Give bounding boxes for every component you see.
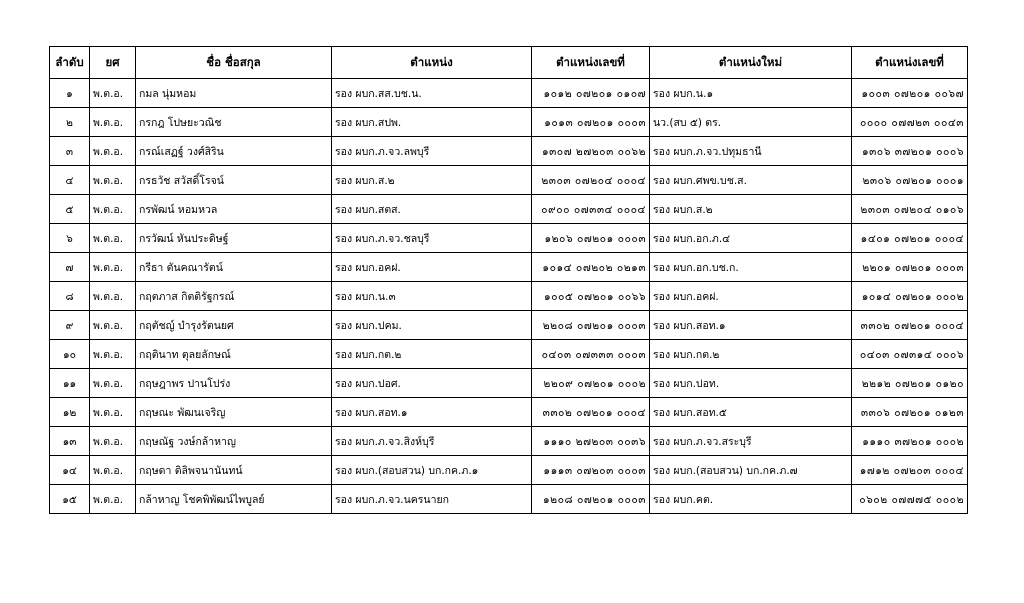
position-cell: รอง ผบก.สตส. bbox=[332, 195, 532, 224]
rank-cell: พ.ต.อ. bbox=[90, 224, 136, 253]
position-cell: รอง ผบก.สอท.๑ bbox=[332, 398, 532, 427]
new-position-cell: รอง ผบก.สอท.๑ bbox=[650, 311, 852, 340]
order-cell: ๑๑ bbox=[50, 369, 90, 398]
table-header-row bbox=[50, 47, 968, 79]
position-number-cell: ๑๓๐๗ ๒๗๒๐๓ ๐๐๖๒ bbox=[532, 137, 650, 166]
new-position-number-cell: ๓๓๐๒ ๐๗๒๐๑ ๐๐๐๔ bbox=[852, 311, 968, 340]
position-number-cell: ๑๐๑๓ ๐๗๒๐๑ ๐๐๐๓ bbox=[532, 108, 650, 137]
rank-cell: พ.ต.อ. bbox=[90, 79, 136, 108]
new-position-number-cell: ๓๓๐๖ ๐๗๒๐๑ ๐๑๒๓ bbox=[852, 398, 968, 427]
name-cell: กรณ์เสฏฐ์ วงศ์สิริน bbox=[136, 137, 332, 166]
new-position-cell: รอง ผบก.(สอบสวน) บก.กค.ภ.๗ bbox=[650, 456, 852, 485]
name-cell: กมล นุ่มหอม bbox=[136, 79, 332, 108]
new-position-number-cell: ๑๐๑๔ ๐๗๒๐๑ ๐๐๐๒ bbox=[852, 282, 968, 311]
name-cell: กรกฎ โปษยะวณิช bbox=[136, 108, 332, 137]
table-row bbox=[50, 166, 968, 195]
new-position-cell: รอง ผบก.สอท.๕ bbox=[650, 398, 852, 427]
order-cell: ๕ bbox=[50, 195, 90, 224]
position-cell: รอง ผบก.กต.๒ bbox=[332, 340, 532, 369]
new-position-number-cell: ๒๓๐๖ ๐๗๒๐๑ ๐๐๐๑ bbox=[852, 166, 968, 195]
position-cell: รอง ผบก.ภ.จว.ชลบุรี bbox=[332, 224, 532, 253]
table-row bbox=[50, 195, 968, 224]
new-position-number-cell: ๑๑๑๐ ๓๗๒๐๑ ๐๐๐๒ bbox=[852, 427, 968, 456]
new-position-cell: รอง ผบก.อก.ภ.๔ bbox=[650, 224, 852, 253]
new-position-cell: รอง ผบก.ภ.จว.สระบุรี bbox=[650, 427, 852, 456]
name-cell: กรธวัช สวัสดิ์โรจน์ bbox=[136, 166, 332, 195]
new-position-cell: รอง ผบก.ปอท. bbox=[650, 369, 852, 398]
table-row bbox=[50, 398, 968, 427]
new-position-number-cell: ๒๒๐๑ ๐๗๒๐๑ ๐๐๐๓ bbox=[852, 253, 968, 282]
name-cell: กฤษณะ พัฒนเจริญ bbox=[136, 398, 332, 427]
rank-cell: พ.ต.อ. bbox=[90, 485, 136, 514]
position-number-cell: ๒๒๐๘ ๐๗๒๐๑ ๐๐๐๓ bbox=[532, 311, 650, 340]
position-number-cell: ๓๓๐๒ ๐๗๒๐๑ ๐๐๐๔ bbox=[532, 398, 650, 427]
table-row bbox=[50, 253, 968, 282]
new-position-number-cell: ๐๐๐๐ ๐๗๗๒๓ ๐๐๔๓ bbox=[852, 108, 968, 137]
order-cell: ๔ bbox=[50, 166, 90, 195]
new-position-number-cell: ๐๖๐๒ ๐๗๗๗๕ ๐๐๐๒ bbox=[852, 485, 968, 514]
rank-cell: พ.ต.อ. bbox=[90, 108, 136, 137]
rank-cell: พ.ต.อ. bbox=[90, 369, 136, 398]
position-number-cell: ๑๐๑๒ ๐๗๒๐๑ ๐๑๐๗ bbox=[532, 79, 650, 108]
position-number-cell: ๑๒๐๖ ๐๗๒๐๑ ๐๐๐๓ bbox=[532, 224, 650, 253]
order-cell: ๑๓ bbox=[50, 427, 90, 456]
rank-cell: พ.ต.อ. bbox=[90, 311, 136, 340]
header-position: ตำแหน่ง bbox=[332, 47, 532, 79]
name-cell: กฤตภาส กิตติรัฐกรณ์ bbox=[136, 282, 332, 311]
name-cell: กฤตินาท ตุลยลักษณ์ bbox=[136, 340, 332, 369]
new-position-cell: นว.(สบ ๕) ตร. bbox=[650, 108, 852, 137]
new-position-cell: รอง ผบก.กต.๒ bbox=[650, 340, 852, 369]
rank-cell: พ.ต.อ. bbox=[90, 456, 136, 485]
table-row bbox=[50, 79, 968, 108]
position-cell: รอง ผบก.สปพ. bbox=[332, 108, 532, 137]
order-cell: ๑๔ bbox=[50, 456, 90, 485]
order-cell: ๑๐ bbox=[50, 340, 90, 369]
table-row bbox=[50, 137, 968, 166]
position-cell: รอง ผบก.ปคม. bbox=[332, 311, 532, 340]
rank-cell: พ.ต.อ. bbox=[90, 195, 136, 224]
position-number-cell: ๑๑๑๓ ๐๗๒๐๓ ๐๐๐๓ bbox=[532, 456, 650, 485]
name-cell: กรีธา ตันคณารัตน์ bbox=[136, 253, 332, 282]
position-cell: รอง ผบก.(สอบสวน) บก.กค.ภ.๑ bbox=[332, 456, 532, 485]
table-row bbox=[50, 108, 968, 137]
header-order: ลำดับ bbox=[50, 47, 90, 79]
position-cell: รอง ผบก.สส.บช.น. bbox=[332, 79, 532, 108]
new-position-cell: รอง ผบก.ศพข.บช.ส. bbox=[650, 166, 852, 195]
new-position-cell: รอง ผบก.อก.บช.ก. bbox=[650, 253, 852, 282]
name-cell: กรพัฒน์ หอมหวล bbox=[136, 195, 332, 224]
new-position-number-cell: ๑๗๑๒ ๐๗๒๐๓ ๐๐๐๔ bbox=[852, 456, 968, 485]
table-row bbox=[50, 485, 968, 514]
rank-cell: พ.ต.อ. bbox=[90, 137, 136, 166]
table-row bbox=[50, 224, 968, 253]
personnel-table bbox=[49, 46, 968, 514]
rank-cell: พ.ต.อ. bbox=[90, 398, 136, 427]
position-cell: รอง ผบก.ภ.จว.ลพบุรี bbox=[332, 137, 532, 166]
new-position-number-cell: ๑๔๐๑ ๐๗๒๐๑ ๐๐๐๔ bbox=[852, 224, 968, 253]
rank-cell: พ.ต.อ. bbox=[90, 340, 136, 369]
new-position-cell: รอง ผบก.อคฝ. bbox=[650, 282, 852, 311]
name-cell: กฤษณัฐ วงษ์กล้าหาญ bbox=[136, 427, 332, 456]
rank-cell: พ.ต.อ. bbox=[90, 282, 136, 311]
rank-cell: พ.ต.อ. bbox=[90, 427, 136, 456]
name-cell: กฤตัชญ์ บำรุงรัตนยศ bbox=[136, 311, 332, 340]
position-cell: รอง ผบก.อคฝ. bbox=[332, 253, 532, 282]
new-position-cell: รอง ผบก.ส.๒ bbox=[650, 195, 852, 224]
table-row bbox=[50, 456, 968, 485]
new-position-number-cell: ๑๐๐๓ ๐๗๒๐๑ ๐๐๖๗ bbox=[852, 79, 968, 108]
position-number-cell: ๑๒๐๘ ๐๗๒๐๑ ๐๐๐๓ bbox=[532, 485, 650, 514]
position-number-cell: ๑๐๐๕ ๐๗๒๐๑ ๐๐๖๖ bbox=[532, 282, 650, 311]
position-number-cell: ๐๔๐๓ ๐๗๓๓๓ ๐๐๐๓ bbox=[532, 340, 650, 369]
position-number-cell: ๑๐๑๔ ๐๗๒๐๒ ๐๒๑๓ bbox=[532, 253, 650, 282]
order-cell: ๓ bbox=[50, 137, 90, 166]
order-cell: ๗ bbox=[50, 253, 90, 282]
table-row bbox=[50, 427, 968, 456]
position-cell: รอง ผบก.ภ.จว.สิงห์บุรี bbox=[332, 427, 532, 456]
position-number-cell: ๒๓๐๓ ๐๗๒๐๔ ๐๐๐๔ bbox=[532, 166, 650, 195]
header-position-number: ตำแหน่งเลขที่ bbox=[532, 47, 650, 79]
order-cell: ๘ bbox=[50, 282, 90, 311]
position-number-cell: ๑๑๑๐ ๒๗๒๐๓ ๐๐๓๖ bbox=[532, 427, 650, 456]
position-cell: รอง ผบก.ภ.จว.นครนายก bbox=[332, 485, 532, 514]
table-row bbox=[50, 369, 968, 398]
new-position-number-cell: ๑๓๐๖ ๓๗๒๐๑ ๐๐๐๖ bbox=[852, 137, 968, 166]
table-row bbox=[50, 340, 968, 369]
header-new-position: ตำแหน่งใหม่ bbox=[650, 47, 852, 79]
order-cell: ๖ bbox=[50, 224, 90, 253]
order-cell: ๑๕ bbox=[50, 485, 90, 514]
table-row bbox=[50, 282, 968, 311]
order-cell: ๑๒ bbox=[50, 398, 90, 427]
name-cell: กฤษฎาพร ปานโปร่ง bbox=[136, 369, 332, 398]
new-position-number-cell: ๒๒๑๒ ๐๗๒๐๑ ๐๑๒๐ bbox=[852, 369, 968, 398]
new-position-cell: รอง ผบก.น.๑ bbox=[650, 79, 852, 108]
position-cell: รอง ผบก.ปอศ. bbox=[332, 369, 532, 398]
rank-cell: พ.ต.อ. bbox=[90, 253, 136, 282]
name-cell: กรวัฒน์ หันประดิษฐ์ bbox=[136, 224, 332, 253]
new-position-number-cell: ๒๓๐๓ ๐๗๒๐๔ ๐๑๐๖ bbox=[852, 195, 968, 224]
header-full-name: ชื่อ ชื่อสกุล bbox=[136, 47, 332, 79]
header-rank: ยศ bbox=[90, 47, 136, 79]
position-cell: รอง ผบก.ส.๒ bbox=[332, 166, 532, 195]
table-row bbox=[50, 311, 968, 340]
name-cell: กฤษดา ติลิพจนานันทน์ bbox=[136, 456, 332, 485]
header-new-position-number: ตำแหน่งเลขที่ bbox=[852, 47, 968, 79]
rank-cell: พ.ต.อ. bbox=[90, 166, 136, 195]
new-position-cell: รอง ผบก.คต. bbox=[650, 485, 852, 514]
order-cell: ๙ bbox=[50, 311, 90, 340]
order-cell: ๑ bbox=[50, 79, 90, 108]
new-position-cell: รอง ผบก.ภ.จว.ปทุมธานี bbox=[650, 137, 852, 166]
position-cell: รอง ผบก.น.๓ bbox=[332, 282, 532, 311]
order-cell: ๒ bbox=[50, 108, 90, 137]
new-position-number-cell: ๐๔๐๓ ๐๗๓๑๔ ๐๐๐๖ bbox=[852, 340, 968, 369]
position-number-cell: ๐๙๐๐ ๐๗๓๓๔ ๐๐๐๔ bbox=[532, 195, 650, 224]
position-number-cell: ๒๒๐๙ ๐๗๒๐๑ ๐๐๐๒ bbox=[532, 369, 650, 398]
name-cell: กล้าหาญ โชคพิพัฒน์ไพบูลย์ bbox=[136, 485, 332, 514]
